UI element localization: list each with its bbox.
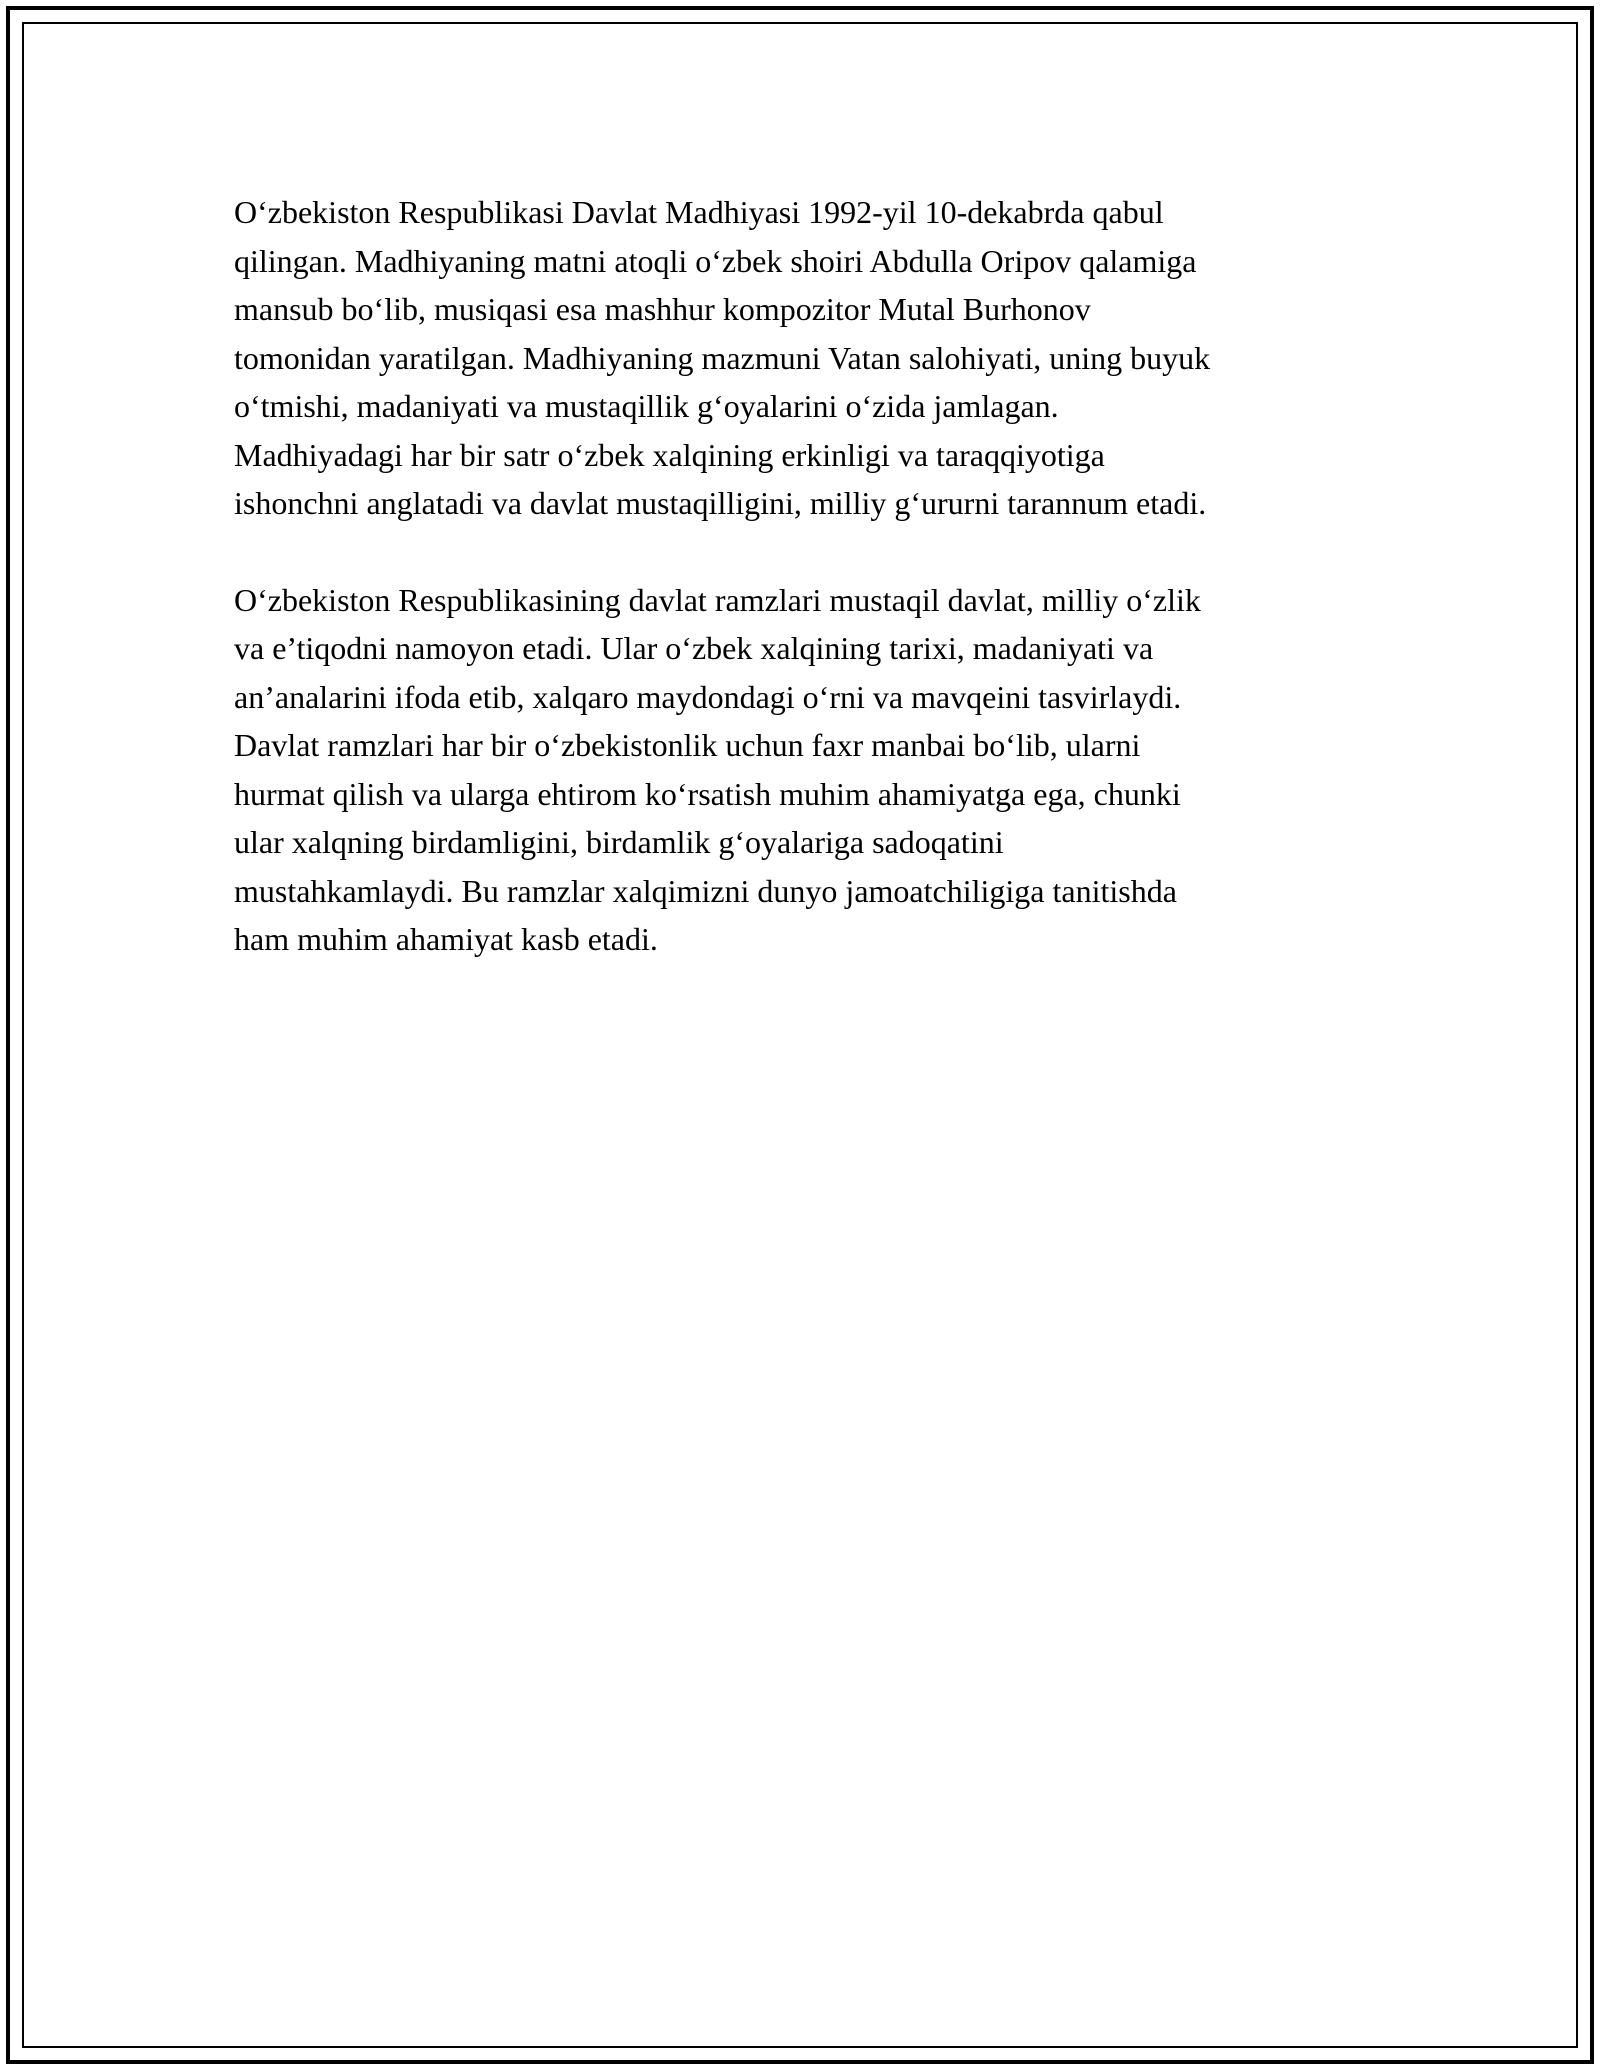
paragraph-state-symbols: O‘zbekiston Respublikasining davlat ramzlari mustaqil davlat, milliy o‘zlik va e’tiqodni namoyon etadi. Ular o‘zbek xalqining tarixi, madaniyati va an’analarini ifoda etib, xalqaro maydondagi o‘rni va mavqeini tasvirlaydi. Davlat ramzlari har bir o‘zbekistonlik uchun faxr manbai bo‘lib, ularni hurmat qilish va ularga ehtirom ko‘rsatish muhim ahamiyatga ega, chunki ular xalqning birdamligini, birdamlik g‘oyalariga sadoqatini mustahkamlaydi. Bu ramzlar xalqimizni dunyo jamoatchiligiga tanitishda ham muhim ahamiyat kasb etadi. <box>234 581 1201 957</box>
document-body <box>234 188 1374 1012</box>
paragraph-anthem: O‘zbekiston Respublikasi Davlat Madhiyasi 1992-yil 10-dekabrda qabul qilingan. Madhiyaning matni atoqli o‘zbek shoiri Abdulla Oripov qalamiga mansub bo‘lib, musiqasi esa mashhur kompozitor Mutal Burhonov tomonidan yaratilgan. Madhiyaning mazmuni Vatan salohiyati, uning buyuk o‘tmishi, madaniyati va mustaqillik g‘oyalarini o‘zida jamlagan. Madhiyadagi har bir satr o‘zbek xalqining erkinligi va taraqqiyotiga ishonchni anglatadi va davlat mustaqilligini, milliy g‘ururni tarannum etadi. <box>234 194 1211 521</box>
